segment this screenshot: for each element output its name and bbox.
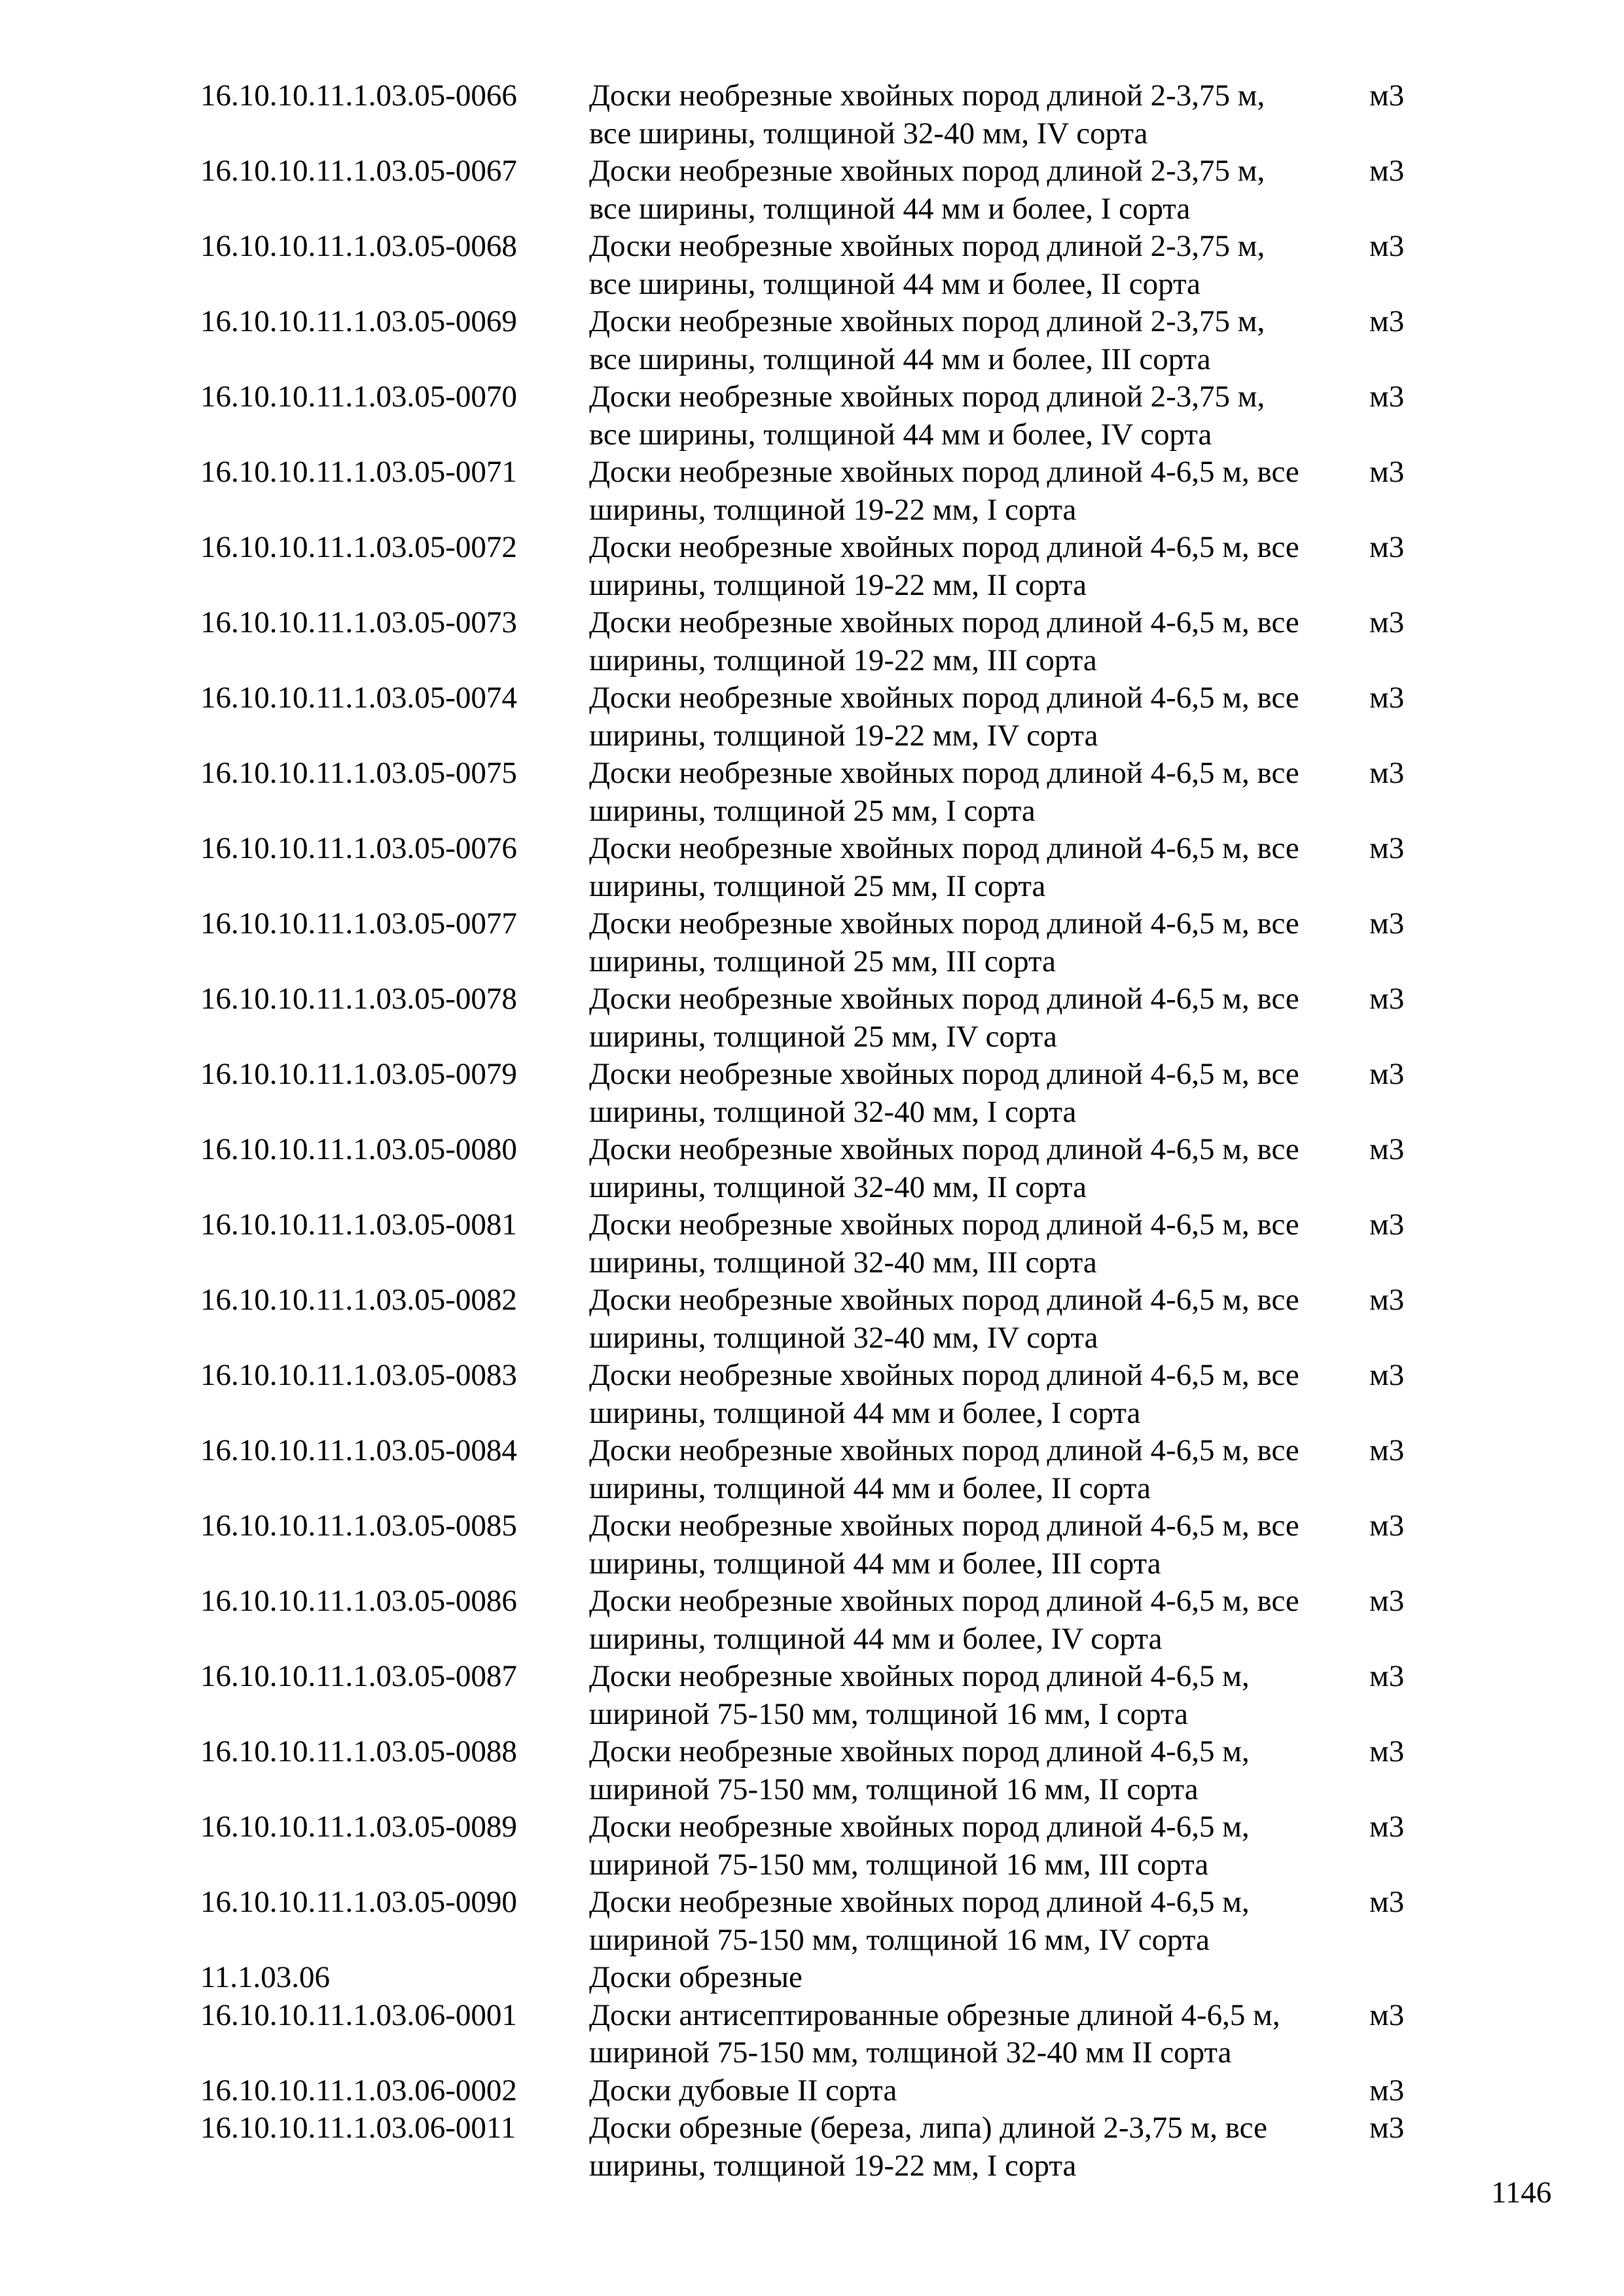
- item-description: [589, 303, 1369, 378]
- item-description: [589, 152, 1369, 228]
- item-description: [589, 454, 1369, 529]
- item-code: 16.10.10.11.1.03.05-0068: [200, 229, 517, 263]
- description-line: ширины, толщиной 19-22 мм, IV сорта: [589, 718, 1098, 753]
- description-line: Доски необрезные хвойных пород длиной 4-6,5 м, все: [589, 1358, 1299, 1392]
- list-item: [200, 1357, 1444, 1432]
- description-line: ширины, толщиной 19-22 мм, I сорта: [589, 492, 1077, 527]
- page-number: 1146: [1491, 2176, 1552, 2210]
- item-description: [589, 1583, 1369, 1658]
- description-line: ширины, толщиной 44 мм и более, III сорта: [589, 1546, 1161, 1581]
- item-code: 16.10.10.11.1.03.05-0079: [200, 1057, 517, 1091]
- item-unit: м3: [1369, 1885, 1405, 1919]
- item-description: [589, 905, 1369, 980]
- description-line: Доски необрезные хвойных пород длиной 4-6,5 м, все: [589, 906, 1299, 941]
- item-description: [589, 2109, 1369, 2185]
- list-item: [200, 2109, 1444, 2185]
- description-line: шириной 75-150 мм, толщиной 16 мм, III сорта: [589, 1847, 1209, 1882]
- list-item: [200, 1432, 1444, 1507]
- description-line: Доски необрезные хвойных пород длиной 2-3,75 м,: [589, 79, 1265, 113]
- list-item: [200, 378, 1444, 454]
- description-line: Доски необрезные хвойных пород длиной 4-6,5 м, все: [589, 1283, 1299, 1317]
- list-item: [200, 679, 1444, 755]
- item-description: [589, 1733, 1369, 1808]
- description-line: ширины, толщиной 25 мм, III сорта: [589, 944, 1056, 978]
- description-line: Доски необрезные хвойных пород длиной 4-6,5 м, все: [589, 530, 1299, 564]
- description-line: Доски необрезные хвойных пород длиной 4-6,5 м, все: [589, 1057, 1299, 1091]
- item-code: 16.10.10.11.1.03.06-0002: [200, 2073, 517, 2108]
- list-item: [200, 228, 1444, 303]
- item-description: [589, 604, 1369, 679]
- description-line: все ширины, толщиной 44 мм и более, IV сорта: [589, 417, 1212, 452]
- item-code: 16.10.10.11.1.03.05-0086: [200, 1584, 517, 1618]
- description-line: ширины, толщиной 32-40 мм, III сорта: [589, 1245, 1097, 1280]
- description-line: Доски антисептированные обрезные длиной 4-6,5 м,: [589, 1998, 1280, 2032]
- item-unit: м3: [1369, 154, 1405, 188]
- item-code: 16.10.10.11.1.03.05-0076: [200, 831, 517, 865]
- description-line: все ширины, толщиной 44 мм и более, II сорта: [589, 266, 1200, 301]
- item-description: [589, 1056, 1369, 1131]
- item-description: [589, 1808, 1369, 1884]
- item-description: [589, 1884, 1369, 1959]
- list-item: [200, 905, 1444, 980]
- description-line: шириной 75-150 мм, толщиной 16 мм, IV сорта: [589, 1922, 1210, 1957]
- list-item: [200, 152, 1444, 228]
- item-description: [589, 529, 1369, 604]
- item-code: 16.10.10.11.1.03.05-0080: [200, 1132, 517, 1166]
- item-unit: м3: [1369, 756, 1405, 790]
- item-code: 16.10.10.11.1.03.05-0073: [200, 605, 517, 639]
- list-item: [200, 1507, 1444, 1583]
- list-item: [200, 1733, 1444, 1808]
- description-line: Доски необрезные хвойных пород длиной 4-6,5 м, все: [589, 681, 1299, 715]
- item-unit: м3: [1369, 1584, 1405, 1618]
- item-unit: м3: [1369, 304, 1405, 338]
- description-line: Доски необрезные хвойных пород длиной 4-6,5 м, все: [589, 605, 1299, 639]
- item-description: [589, 77, 1369, 152]
- list-item: [200, 1206, 1444, 1282]
- item-unit: м3: [1369, 1734, 1405, 1768]
- description-line: Доски необрезные хвойных пород длиной 2-3,75 м,: [589, 380, 1265, 414]
- item-description: [589, 830, 1369, 905]
- item-unit: м3: [1369, 605, 1405, 639]
- description-line: ширины, толщиной 44 мм и более, IV сорта: [589, 1621, 1163, 1656]
- list-item: [200, 1583, 1444, 1658]
- item-description: [589, 1282, 1369, 1357]
- list-item: [200, 755, 1444, 830]
- item-unit: м3: [1369, 1132, 1405, 1166]
- list-item: [200, 1997, 1444, 2072]
- item-code: 16.10.10.11.1.03.05-0085: [200, 1509, 517, 1543]
- item-code: 16.10.10.11.1.03.05-0077: [200, 906, 517, 941]
- list-item: [200, 830, 1444, 905]
- list-item: [200, 1884, 1444, 1959]
- item-code: 16.10.10.11.1.03.05-0083: [200, 1358, 517, 1392]
- description-line: ширины, толщиной 19-22 мм, I сорта: [589, 2148, 1077, 2183]
- list-item: [200, 980, 1444, 1056]
- description-line: Доски необрезные хвойных пород длиной 4-6,5 м, все: [589, 1132, 1299, 1166]
- item-code: 16.10.10.11.1.03.06-0001: [200, 1998, 517, 2032]
- description-line: ширины, толщиной 25 мм, I сорта: [589, 793, 1036, 828]
- item-unit: м3: [1369, 229, 1405, 263]
- item-unit: м3: [1369, 1998, 1405, 2032]
- description-line: Доски необрезные хвойных пород длиной 4-6,5 м,: [589, 1810, 1250, 1844]
- item-code: 16.10.10.11.1.03.05-0078: [200, 982, 517, 1016]
- description-line: Доски дубовые II сорта: [589, 2073, 897, 2108]
- description-line: Доски необрезные хвойных пород длиной 4-6,5 м, все: [589, 1433, 1299, 1467]
- item-code: 16.10.10.11.1.03.06-0011: [200, 2111, 516, 2145]
- description-line: ширины, толщиной 32-40 мм, IV сорта: [589, 1320, 1098, 1355]
- item-description: [589, 1432, 1369, 1507]
- item-unit: м3: [1369, 1208, 1405, 1242]
- description-line: Доски необрезные хвойных пород длиной 4-6,5 м, все: [589, 831, 1299, 865]
- description-line: ширины, толщиной 44 мм и более, II сорта: [589, 1471, 1151, 1505]
- item-description: [589, 1658, 1369, 1733]
- list-item: [200, 529, 1444, 604]
- description-line: ширины, толщиной 25 мм, IV сорта: [589, 1019, 1057, 1054]
- description-line: Доски обрезные: [589, 1960, 803, 1994]
- description-line: ширины, толщиной 19-22 мм, II сорта: [589, 567, 1087, 602]
- description-line: шириной 75-150 мм, толщиной 32-40 мм II сорта: [589, 2036, 1232, 2070]
- item-description: [589, 378, 1369, 454]
- description-line: Доски необрезные хвойных пород длиной 4-6,5 м,: [589, 1734, 1250, 1768]
- description-line: Доски необрезные хвойных пород длиной 4-6,5 м, все: [589, 1208, 1299, 1242]
- item-description: [589, 228, 1369, 303]
- item-unit: м3: [1369, 831, 1405, 865]
- item-code: 16.10.10.11.1.03.05-0088: [200, 1734, 517, 1768]
- item-description: [589, 1959, 1369, 1997]
- list-item: [200, 1959, 1444, 1997]
- item-code: 11.1.03.06: [200, 1960, 331, 1994]
- item-description: [589, 1507, 1369, 1583]
- description-line: Доски необрезные хвойных пород длиной 4-6,5 м, все: [589, 455, 1299, 489]
- item-code: 16.10.10.11.1.03.05-0084: [200, 1433, 517, 1467]
- item-description: [589, 1997, 1369, 2072]
- description-line: Доски обрезные (береза, липа) длиной 2-3,75 м, все: [589, 2111, 1267, 2145]
- item-code: 16.10.10.11.1.03.05-0081: [200, 1208, 517, 1242]
- item-unit: м3: [1369, 79, 1405, 113]
- item-code: 16.10.10.11.1.03.05-0072: [200, 530, 517, 564]
- item-description: [589, 1131, 1369, 1206]
- list-item: [200, 604, 1444, 679]
- item-code: 16.10.10.11.1.03.05-0089: [200, 1810, 517, 1844]
- item-unit: м3: [1369, 1283, 1405, 1317]
- list-item: [200, 1131, 1444, 1206]
- item-unit: м3: [1369, 1509, 1405, 1543]
- item-code: 16.10.10.11.1.03.05-0075: [200, 756, 517, 790]
- item-unit: м3: [1369, 1659, 1405, 1693]
- item-unit: м3: [1369, 1810, 1405, 1844]
- item-unit: м3: [1369, 380, 1405, 414]
- item-unit: м3: [1369, 530, 1405, 564]
- description-line: Доски необрезные хвойных пород длиной 4-6,5 м, все: [589, 982, 1299, 1016]
- description-line: Доски необрезные хвойных пород длиной 4-6,5 м, все: [589, 1509, 1299, 1543]
- list-item: [200, 303, 1444, 378]
- item-code: 16.10.10.11.1.03.05-0066: [200, 79, 517, 113]
- item-code: 16.10.10.11.1.03.05-0087: [200, 1659, 517, 1693]
- list-item: [200, 2072, 1444, 2110]
- item-unit: м3: [1369, 906, 1405, 941]
- list-item: [200, 1056, 1444, 1131]
- item-description: [589, 2072, 1369, 2110]
- item-unit: м3: [1369, 1433, 1405, 1467]
- list-item: [200, 1282, 1444, 1357]
- description-line: ширины, толщиной 19-22 мм, III сорта: [589, 643, 1097, 677]
- description-line: шириной 75-150 мм, толщиной 16 мм, I сорта: [589, 1696, 1188, 1731]
- list-item: [200, 1808, 1444, 1884]
- list-item: [200, 1658, 1444, 1733]
- item-unit: м3: [1369, 1358, 1405, 1392]
- item-code: 16.10.10.11.1.03.05-0090: [200, 1885, 517, 1919]
- description-line: Доски необрезные хвойных пород длиной 4-6,5 м, все: [589, 756, 1299, 790]
- item-code: 16.10.10.11.1.03.05-0071: [200, 455, 517, 489]
- item-code: 16.10.10.11.1.03.05-0069: [200, 304, 517, 338]
- description-line: все ширины, толщиной 32-40 мм, IV сорта: [589, 116, 1148, 151]
- description-line: ширины, толщиной 44 мм и более, I сорта: [589, 1395, 1141, 1430]
- item-code: 16.10.10.11.1.03.05-0082: [200, 1283, 517, 1317]
- description-line: Доски необрезные хвойных пород длиной 4-6,5 м, все: [589, 1584, 1299, 1618]
- price-list: [200, 77, 1444, 2185]
- item-code: 16.10.10.11.1.03.05-0067: [200, 154, 517, 188]
- item-unit: м3: [1369, 2073, 1405, 2108]
- item-unit: м3: [1369, 681, 1405, 715]
- list-item: [200, 454, 1444, 529]
- item-description: [589, 679, 1369, 755]
- item-unit: м3: [1369, 455, 1405, 489]
- description-line: Доски необрезные хвойных пород длиной 2-3,75 м,: [589, 154, 1265, 188]
- description-line: ширины, толщиной 25 мм, II сорта: [589, 869, 1046, 903]
- item-code: 16.10.10.11.1.03.05-0070: [200, 380, 517, 414]
- description-line: Доски необрезные хвойных пород длиной 4-6,5 м,: [589, 1885, 1250, 1919]
- description-line: все ширины, толщиной 44 мм и более, I сорта: [589, 191, 1191, 226]
- description-line: Доски необрезные хвойных пород длиной 2-3,75 м,: [589, 229, 1265, 263]
- item-description: [589, 755, 1369, 830]
- description-line: шириной 75-150 мм, толщиной 16 мм, II сорта: [589, 1772, 1199, 1806]
- description-line: Доски необрезные хвойных пород длиной 4-6,5 м,: [589, 1659, 1250, 1693]
- description-line: все ширины, толщиной 44 мм и более, III сорта: [589, 342, 1211, 376]
- description-line: ширины, толщиной 32-40 мм, II сорта: [589, 1170, 1087, 1204]
- list-item: [200, 77, 1444, 152]
- item-description: [589, 1206, 1369, 1282]
- description-line: ширины, толщиной 32-40 мм, I сорта: [589, 1094, 1077, 1129]
- item-unit: м3: [1369, 2111, 1405, 2145]
- item-description: [589, 980, 1369, 1056]
- item-unit: м3: [1369, 982, 1405, 1016]
- description-line: Доски необрезные хвойных пород длиной 2-3,75 м,: [589, 304, 1265, 338]
- item-description: [589, 1357, 1369, 1432]
- item-code: 16.10.10.11.1.03.05-0074: [200, 681, 517, 715]
- item-unit: м3: [1369, 1057, 1405, 1091]
